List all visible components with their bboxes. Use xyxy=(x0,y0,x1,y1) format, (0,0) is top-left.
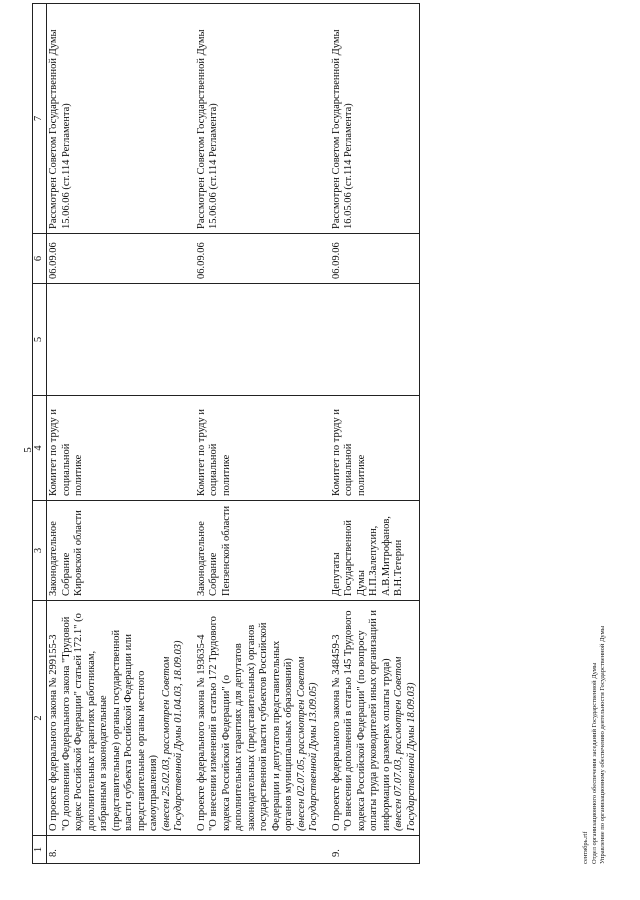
date-cell: 06.09.06 xyxy=(330,234,420,284)
bill-body: "О дополнении Федерального закона "Трудовой кодекс Российской Федерации" статьей 172.1" (о дополнительных гарантиях работникам, избранным в законодательные (представительные) органы государственной власти субъекта Российской Федерации или представительные органы местного самоуправления) xyxy=(60,613,159,831)
author-cell: Депутаты Государственной Думы Н.П.Залепухин, А.В.Митрофанов, В.Н.Тетерин xyxy=(330,501,420,601)
table-row xyxy=(330,4,420,864)
row-number: 8. xyxy=(47,836,187,864)
committee-cell: Комитет по труду и социальной политике xyxy=(195,396,322,501)
document-footer xyxy=(582,626,608,864)
date-cell: 06.09.06 xyxy=(195,234,322,284)
date-cell: 06.09.06 xyxy=(47,234,187,284)
column-header: 5 xyxy=(33,284,47,396)
bill-note: (внесен 07.07.03, рассмотрен Советом Государственной Думы 18.09.03) xyxy=(393,656,417,831)
empty-cell xyxy=(195,284,322,396)
column-header: 6 xyxy=(33,234,47,284)
table-row xyxy=(195,4,322,864)
footer-filename: сентябрь.rtf xyxy=(582,831,589,864)
status-cell: Рассмотрен Советом Государственной Думы 15.06.06 (ст.114 Регламента) xyxy=(195,4,322,234)
row-number: 9. xyxy=(330,836,420,864)
column-header: 7 xyxy=(33,4,47,234)
status-cell: Рассмотрен Советом Государственной Думы 16.05.06 (ст.114 Регламента) xyxy=(330,4,420,234)
bill-title: О проекте федерального закона № 299155-3 xyxy=(48,634,59,831)
page-number: 5 xyxy=(22,447,34,453)
column-header: 4 xyxy=(33,396,47,501)
empty-cell xyxy=(47,284,187,396)
bill-body: "О внесении изменений в статью 172 Трудового кодекса Российской Федерации" (о дополнительных гарантиях для депутатов законодательных (представительных) органов государственной власти субъектов Российской Федерации и депутатов представительных органов муниципальных образований) xyxy=(208,616,294,831)
bill-title: О проекте федерального закона № 193635-4 xyxy=(195,634,207,831)
author-cell: Законодательное Собрание Кировской области xyxy=(47,501,187,601)
bill-cell xyxy=(330,601,420,836)
status-cell: Рассмотрен Советом Государственной Думы 15.06.06 (ст.114 Регламента) xyxy=(47,4,187,234)
footer-directorate: Управление по организационному обеспечению деятельности Государственной Думы xyxy=(599,625,606,864)
bill-body: "О внесении дополнений в статью 145 Трудового кодекса Российской Федерации" (по вопросу оплаты труда руководителей иных организаций и информации о размерах оплаты труда) xyxy=(343,610,392,831)
column-header-row xyxy=(33,4,47,864)
bill-title: О проекте федерального закона № 348459-3 xyxy=(330,634,342,831)
column-header: 3 xyxy=(33,501,47,601)
footer-department: Отдел организационного обеспечения заседаний Государственной Думы xyxy=(590,662,598,864)
column-header: 1 xyxy=(33,836,47,864)
empty-cell xyxy=(330,284,420,396)
bill-note: (внесен 25.02.03, рассмотрен Советом Государственной Думы 01.04.03, 18.09.03) xyxy=(160,640,184,831)
committee-cell: Комитет по труду и социальной политике xyxy=(330,396,420,501)
bill-cell xyxy=(47,601,187,836)
row-number xyxy=(195,836,322,864)
column-header: 2 xyxy=(33,601,47,836)
table-row xyxy=(47,4,187,864)
bill-cell xyxy=(195,601,322,836)
committee-cell: Комитет по труду и социальной политике xyxy=(47,396,187,501)
bills-table xyxy=(32,3,420,864)
author-cell: Законодательное Собрание Пензенской области xyxy=(195,501,322,601)
bill-note: (внесен 02.07.05, рассмотрен Советом Государственной Думы 13.09.05) xyxy=(295,656,319,831)
